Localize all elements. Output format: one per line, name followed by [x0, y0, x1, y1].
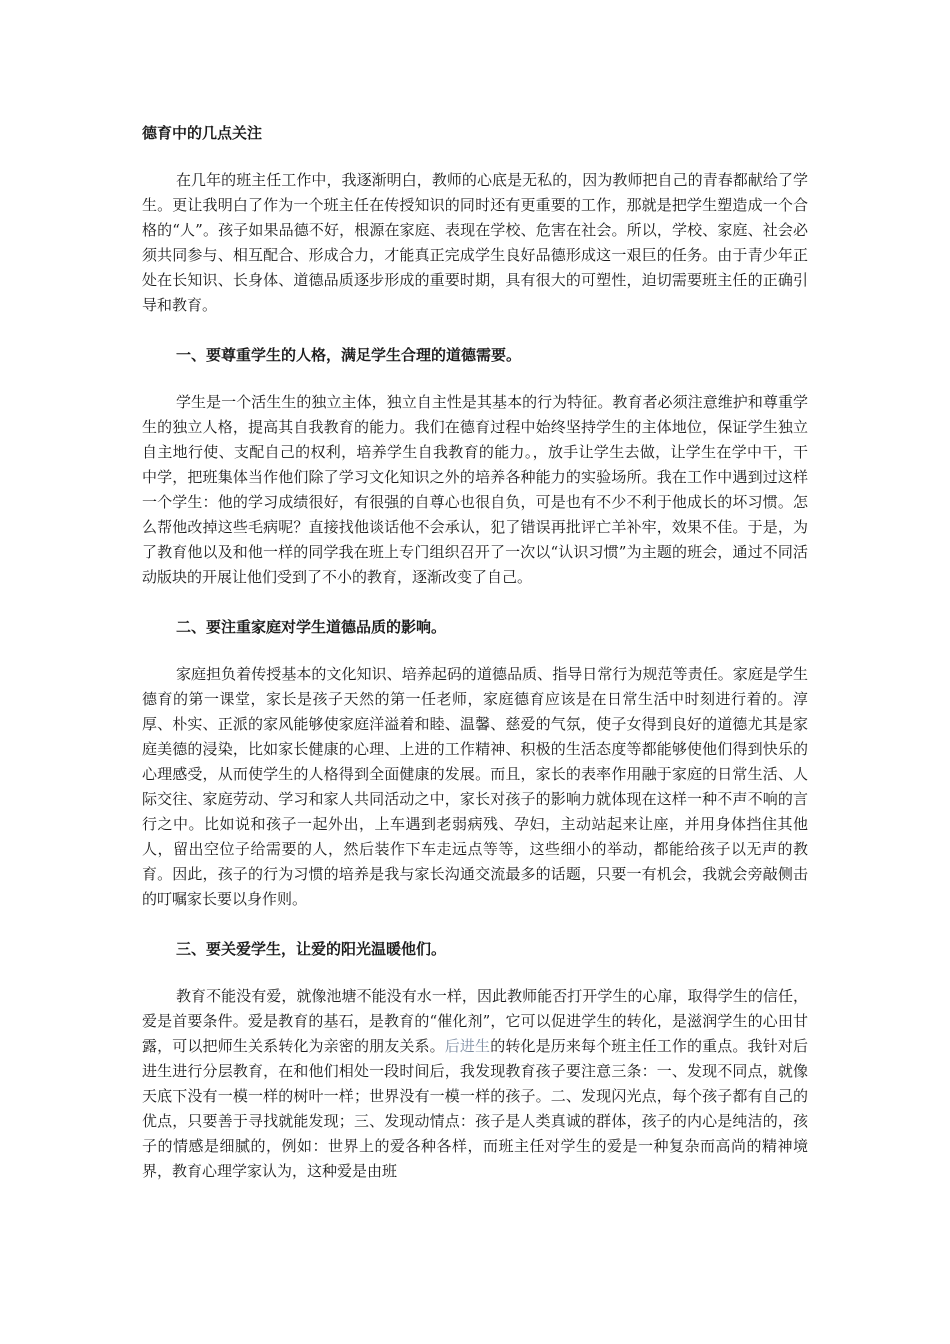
section-1-paragraph: 学生是一个活生生的独立主体，独立自主性是其基本的行为特征。教育者必须注意维护和尊重学生的独立人格，提高其自我教育的能力。我们在德育过程中始终坚持学生的主体地位，保证学生独立自主地行使、支配自己的权利，培养学生自我教育的能力。，放手让学生去做，让学生在学中干，干中学，把班集体当作他们除了学习文化知识之外的培养各种能力的实验场所。我在工作中遇到过这样一个学生：他的学习成绩很好，有很强的自尊心也很自负，可是也有不少不利于他成长的坏习惯。怎么帮他改掉这些毛病呢？直接找他谈话他不会承认，犯了错误再批评亡羊补牢，效果不佳。于是，为了教育他以及和他一样的同学我在班上专门组织召开了一次以“认识习惯”为主题的班会，通过不同活动版块的开展让他们受到了不小的教育，逐渐改变了自己。 — [142, 393, 808, 586]
section-2-heading: 二、要注重家庭对学生道德品质的影响。 — [176, 618, 447, 636]
section-3-text-a: 教育不能没有爱，就像池塘不能没有水一样，因此教师能否打开学生的心扉，取得学生的信任，爱是首要条件。爱是教育的基石，是教育的“催化剂”，它可以促进学生的转化，是滋润学生的心田甘露，可以把师生关系转化为亲密的朋友关系。 — [142, 987, 808, 1055]
section-3-heading: 三、要关爱学生，让爱的阳光温暖他们。 — [176, 940, 447, 958]
section-1-heading: 一、要尊重学生的人格，满足学生合理的道德需要。 — [176, 346, 522, 364]
document-title: 德育中的几点关注 — [142, 124, 263, 142]
section-3-paragraph — [142, 984, 808, 1184]
section-3-grey-term: 后进生 — [444, 1037, 491, 1055]
section-3-text-b: 的转化是历来每个班主任工作的重点。我针对后进生进行分层教育，在和他们相处一段时间后，我发现教育孩子要注意三条：一、发现不同点，就像天底下没有一模一样的树叶一样；世界没有一模一样的孩子。二、发现闪光点，每个孩子都有自己的优点，只要善于寻找就能发现；三、发现动情点：孩子是人类真诚的群体，孩子的内心是纯洁的，孩子的情感是细腻的，例如：世界上的爱各种各样，而班主任对学生的爱是一种复杂而高尚的精神境界，教育心理学家认为，这种爱是由班 — [142, 1037, 808, 1180]
document-page — [142, 120, 808, 1208]
intro-paragraph: 在几年的班主任工作中，我逐渐明白，教师的心底是无私的，因为教师把自己的青春都献给了学生。更让我明白了作为一个班主任在传授知识的同时还有更重要的工作，那就是把学生塑造成一个合格的“人”。孩子如果品德不好，根源在家庭、表现在学校、危害在社会。所以，学校、家庭、社会必须共同参与、相互配合、形成合力，才能真正完成学生良好品德形成这一艰巨的任务。由于青少年正处在长知识、长身体、道德品质逐步形成的重要时期，具有很大的可塑性，迫切需要班主任的正确引导和教育。 — [142, 171, 808, 314]
section-2-paragraph: 家庭担负着传授基本的文化知识、培养起码的道德品质、指导日常行为规范等责任。家庭是学生德育的第一课堂，家长是孩子天然的第一任老师，家庭德育应该是在日常生活中时刻进行着的。淳厚、朴实、正派的家风能够使家庭洋溢着和睦、温馨、慈爱的气氛，使子女得到良好的道德尤其是家庭美德的浸染，比如家长健康的心理、上进的工作精神、积极的生活态度等都能够使他们得到快乐的心理感受，从而使学生的人格得到全面健康的发展。而且，家长的表率作用融于家庭的日常生活、人际交往、家庭劳动、学习和家人共同活动之中，家长对孩子的影响力就体现在这样一种不声不响的言行之中。比如说和孩子一起外出，上车遇到老弱病残、孕妇，主动站起来让座，并用身体挡住其他人，留出空位子给需要的人，然后装作下车走远点等等，这些细小的举动，都能给孩子以无声的教育。因此，孩子的行为习惯的培养是我与家长沟通交流最多的话题，只要一有机会，我就会旁敲侧击的叮嘱家长要以身作则。 — [142, 665, 808, 908]
